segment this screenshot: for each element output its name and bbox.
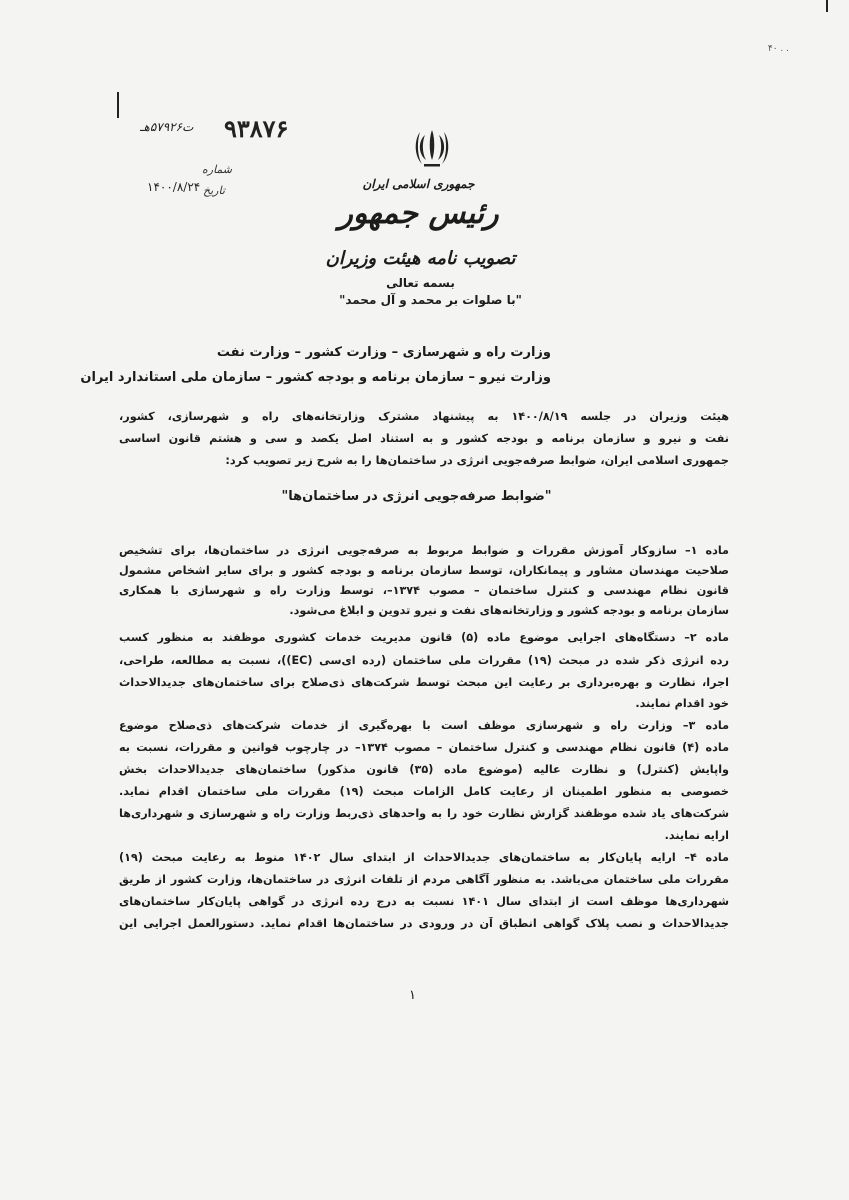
article-line: واپایش (کنترل) و نظارت عالیه (موضوع ماده (۳۵) قانون مذکور) ساختمان‌های جدیدالاحداث بخش xyxy=(119,763,729,776)
article-line: شهرداری‌ها موظف است از ابتدای سال ۱۴۰۱ نسبت به درج رده انرژی در گواهی پایان‌کار ساختمان‌های xyxy=(119,895,729,908)
article-line: خود اقدام نمایند. xyxy=(635,697,729,710)
article-line: ماده ۴– ارایه پایان‌کار به ساختمان‌های جدیدالاحداث از ابتدای سال ۱۴۰۲ منوط به رعایت مبحث (۱۹) xyxy=(119,851,729,864)
article-line: ماده ۲– دستگاه‌های اجرایی موضوع ماده (۵) قانون مدیریت خدمات کشوری موظفند به منظور کسب xyxy=(119,631,729,644)
regulation-title: "ضوابط صرفه‌جویی انرژی در ساختمان‌ها" xyxy=(281,489,552,504)
recipients-line-2: وزارت نیرو – سازمان برنامه و بودجه کشور – سازمان ملی استاندارد ایران xyxy=(80,370,551,385)
salawat: "با صلوات بر محمد و آل محمد" xyxy=(339,293,522,307)
scan-mark xyxy=(117,92,119,118)
article-line: ماده ۳– وزارت راه و شهرسازی موظف است با بهره‌گیری از خدمات شرکت‌های ذی‌صلاح موضوع xyxy=(119,719,729,732)
article-line: قانون نظام مهندسی و کنترل ساختمان – مصوب ۱۳۷۴–، توسط وزارت راه و شهرسازی با همکاری xyxy=(119,584,729,597)
article-line: رده انرژی ذکر شده در مبحث (۱۹) مقررات ملی ساختمان (رده ای‌سی (EC))، نسبت به مطالعه، طراحی، xyxy=(119,654,729,667)
article-line: صلاحیت مهندسان مشاور و پیمانکاران، توسط سازمان برنامه و بودجه کشور و برای سایر اشخاص مشمول xyxy=(119,564,729,577)
basmala: بسمه تعالی xyxy=(386,276,455,290)
office-title: رئیس جمهور xyxy=(338,196,499,231)
scan-mark xyxy=(826,0,828,12)
country-name: جمهوری اسلامی ایران xyxy=(362,177,475,191)
article-line: خصوصی به منظور اطمینان از رعایت کامل الزامات مبحث (۱۹) مقررات ملی ساختمان اقدام نماید. xyxy=(119,785,729,798)
cabinet-resolution-title: تصویب نامه هیئت وزیران xyxy=(325,248,516,269)
article-line: ارایه نمایند. xyxy=(664,829,729,842)
ref-code: ت۵۷۹۲۶هـ xyxy=(140,120,194,134)
ref-number: ۹۳۸۷۶ xyxy=(224,114,289,143)
date-label: تاریخ xyxy=(203,184,225,197)
page-corner-mark: ۴۰ . . xyxy=(767,44,789,54)
article-line: اجرا، نظارت و بهره‌برداری بر رعایت این مبحث توسط شرکت‌های ذی‌صلاح برای ساختمان‌های جدیدالاحداث xyxy=(119,676,729,689)
article-line: جدیدالاحداث و نصب پلاک گواهی انطباق آن در ورودی در ساختمان‌ها اقدام نماید. دستورالعمل اجرایی این xyxy=(119,917,729,930)
article-line: شرکت‌های یاد شده موظفند گزارش نظارت خود را به واحدهای ذی‌ربط وزارت راه و شهرسازی و شهرداری‌ها xyxy=(119,807,729,820)
article-line: مقررات ملی ساختمان می‌باشد. به منظور آگاهی مردم از تلفات انرژی در ساختمان‌ها، وزارت کشور از طریق xyxy=(119,873,729,886)
page-number: ۱ xyxy=(409,988,416,1003)
intro-line: نفت و نیرو و سازمان برنامه و بودجه کشور و به استناد اصل یکصد و سی و هشتم قانون اساسی xyxy=(119,432,729,445)
intro-line: جمهوری اسلامی ایران، ضوابط صرفه‌جویی انرژی در ساختمان‌ها را به شرح زیر تصویب کرد: xyxy=(225,454,729,467)
article-line: ماده (۴) قانون نظام مهندسی و کنترل ساختمان – مصوب ۱۳۷۴– در چارچوب قوانین و مقررات، نسبت به xyxy=(119,741,729,754)
date-value: ۱۴۰۰/۸/۲۴ xyxy=(147,180,201,194)
recipients-line-1: وزارت راه و شهرسازی – وزارت کشور – وزارت نفت xyxy=(216,345,551,360)
number-label: شماره xyxy=(202,163,233,176)
article-line: سازمان برنامه و بودجه کشور و وزارتخانه‌های نفت و نیرو تدوین و ابلاغ می‌شود. xyxy=(289,604,729,617)
article-line: ماده ۱– سازوکار آموزش مقررات و ضوابط مربوط به صرفه‌جویی انرژی در ساختمان‌ها، برای تشخیص xyxy=(119,544,729,557)
iran-emblem-icon xyxy=(412,126,452,170)
intro-line: هیئت وزیران در جلسه ۱۴۰۰/۸/۱۹ به پیشنهاد مشترک وزارتخانه‌های راه و شهرسازی، کشور، xyxy=(119,410,729,423)
